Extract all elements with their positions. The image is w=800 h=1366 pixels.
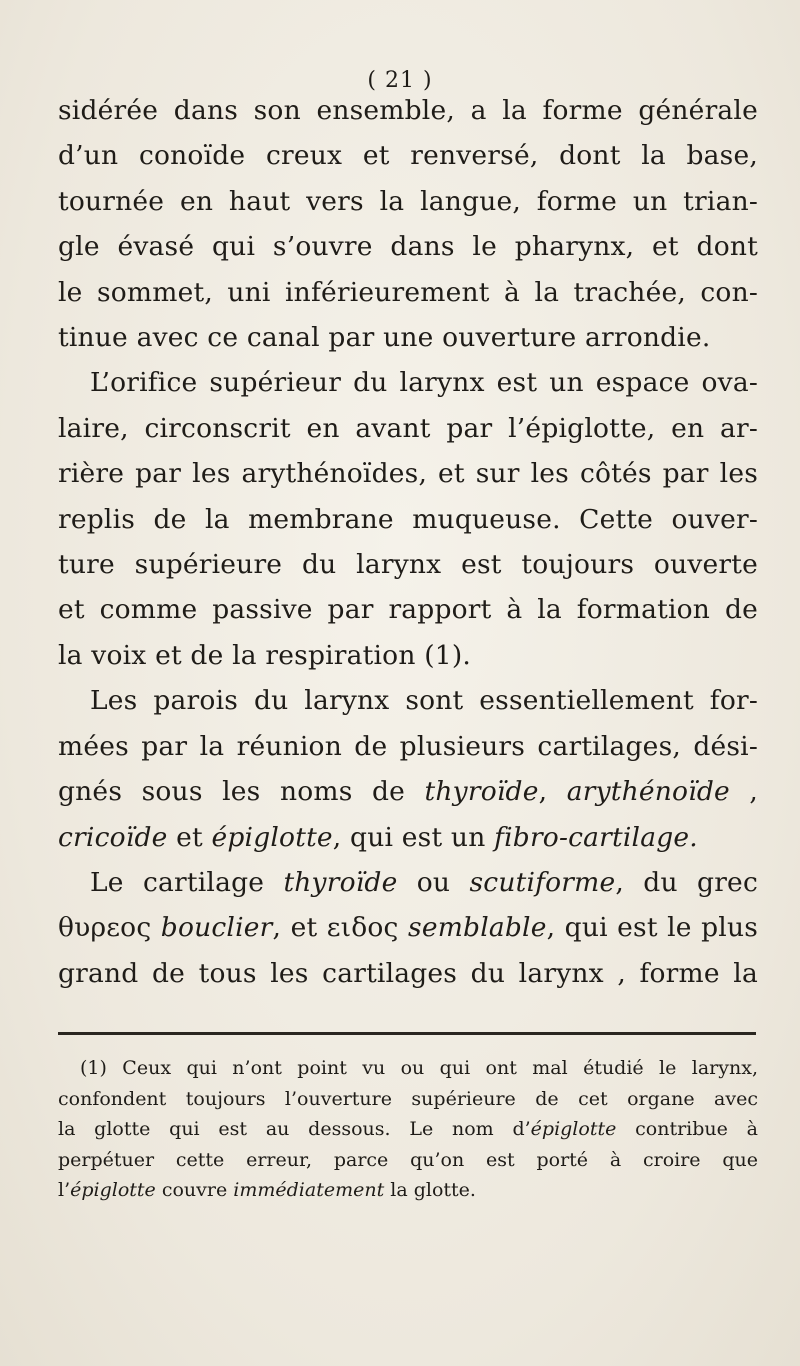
footnote-line: (1) Ceux qui n’ont point vu ou qui ont mal étudié le larynx, bbox=[80, 1057, 758, 1079]
text-line: gnés sous les noms de thyroïde, arythénoïde , bbox=[58, 776, 759, 808]
footnote-line: confondent toujours l’ouverture supérieure de cet organe avec bbox=[58, 1087, 758, 1110]
text-line: Les parois du larynx sont essentiellement for- bbox=[90, 685, 758, 717]
text-line: mées par la réunion de plusieurs cartilages, dési- bbox=[58, 730, 758, 762]
footnote-divider bbox=[58, 1032, 756, 1035]
greek-word: ειδος bbox=[326, 912, 409, 944]
text-line: rière par les arythénoïdes, et sur les côtés par les bbox=[58, 458, 758, 490]
body-text bbox=[58, 88, 758, 996]
text-line: sidérée dans son ensemble, a la forme générale bbox=[58, 95, 758, 126]
text-line: replis de la membrane muqueuse. Cette ouver- bbox=[58, 503, 758, 535]
text-line: d’un conoïde creux et renversé, dont la base, bbox=[58, 140, 758, 172]
footnote bbox=[58, 1053, 758, 1206]
text-line: L’orifice supérieur du larynx est un espace ova- bbox=[90, 367, 758, 399]
text-line: θυρεος bouclier, et ειδος semblable, qui est le plus bbox=[58, 912, 759, 944]
text-line: et comme passive par rapport à la formation de bbox=[58, 594, 758, 626]
page-number: ( 21 ) bbox=[367, 68, 433, 93]
footnote-line: la glotte qui est au dessous. Le nom d’épiglotte contribue à bbox=[58, 1118, 758, 1140]
text-line: ture supérieure du larynx est toujours ouverte bbox=[58, 549, 758, 581]
text-line: le sommet, uni inférieurement à la trachée, con- bbox=[58, 276, 758, 308]
text-line: laire, circonscrit en avant par l’épiglotte, en ar- bbox=[58, 412, 758, 444]
text-line: tinue avec ce canal par une ouverture arrondie. bbox=[58, 322, 711, 354]
text-line: tournée en haut vers la langue, forme un trian- bbox=[58, 185, 758, 217]
text-line: Le cartilage thyroïde ou scutiforme, du grec bbox=[90, 866, 758, 898]
footnote-line: perpétuer cette erreur, parce qu’on est porté à croire que bbox=[58, 1148, 758, 1171]
text-line: cricoïde et épiglotte, qui est un fibro-cartilage. bbox=[58, 821, 698, 853]
text-line: grand de tous les cartilages du larynx , forme la bbox=[58, 957, 758, 989]
footnote-line: l’épiglotte couvre immédiatement la glotte. bbox=[58, 1179, 476, 1201]
greek-word: θυρεος bbox=[58, 912, 161, 944]
text-line: la voix et de la respiration (1). bbox=[58, 639, 471, 671]
text-line: gle évasé qui s’ouvre dans le pharynx, et dont bbox=[58, 231, 758, 263]
